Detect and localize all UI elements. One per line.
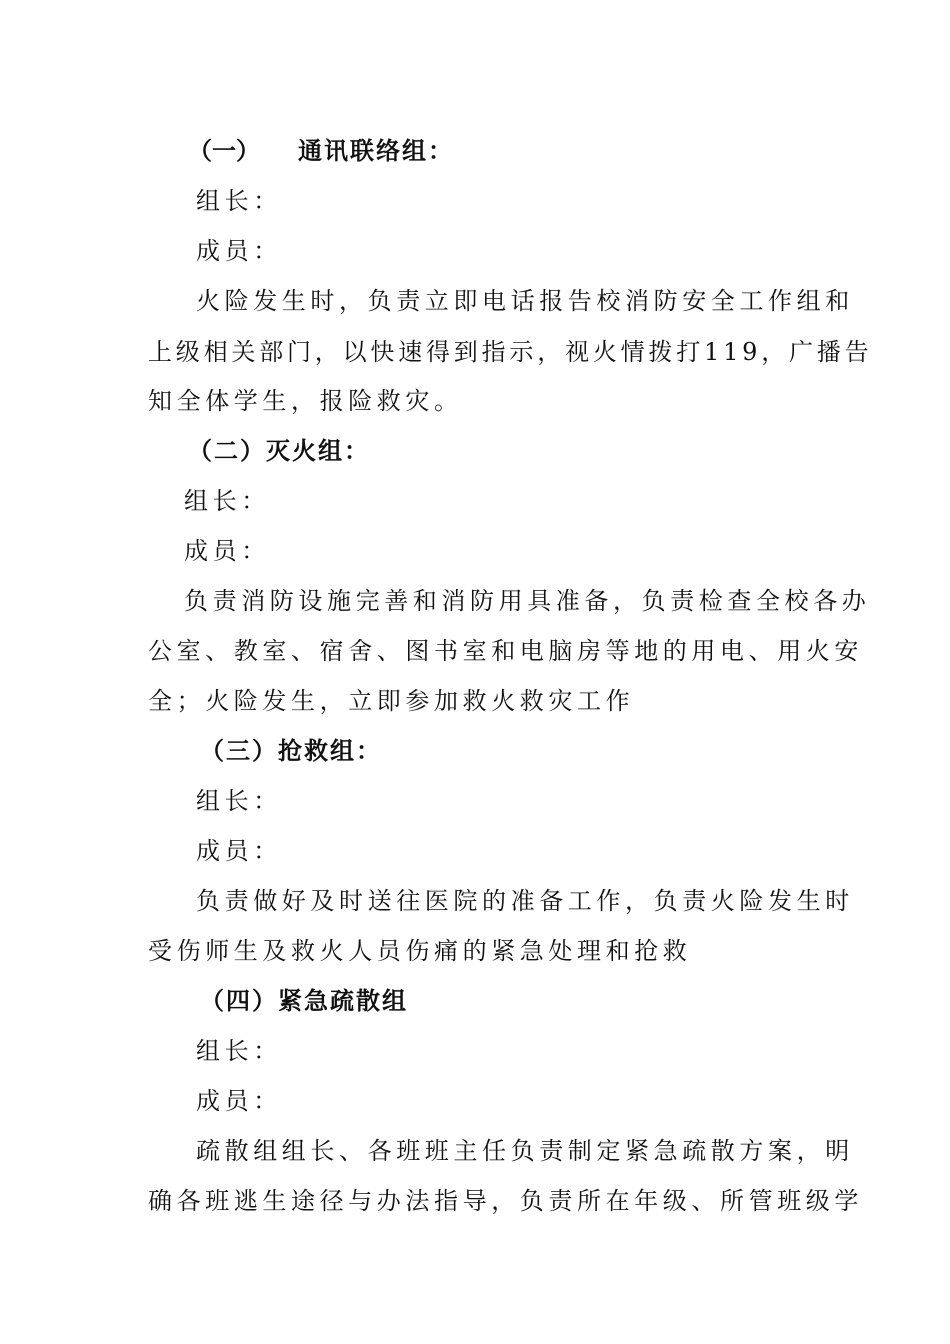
body-line: 疏散组组长、各班班主任负责制定紧急疏散方案，明	[196, 1137, 854, 1165]
section-heading: （二）灭火组：	[188, 436, 370, 465]
member-line: 成员：	[196, 1087, 282, 1115]
body-line: 受伤师生及救火人员伤痛的紧急处理和抢救	[148, 937, 692, 965]
body-line: 全；火险发生，立即参加救火救灾工作	[148, 687, 635, 715]
body-line: 负责做好及时送往医院的准备工作，负责火险发生时	[196, 887, 854, 915]
section-number: （一）	[188, 136, 260, 165]
body-line: 确各班逃生途径与办法指导，负责所在年级、所管班级学	[148, 1187, 863, 1215]
section-heading: （三）抢救组：	[200, 736, 382, 765]
member-line: 成员：	[196, 837, 282, 865]
leader-line: 组长：	[184, 487, 270, 515]
member-line: 成员：	[184, 537, 270, 565]
body-line: 负责消防设施完善和消防用具准备，负责检查全校各办	[184, 587, 871, 615]
body-line: 上级相关部门，以快速得到指示，视火情拨打119，广播告	[148, 338, 873, 366]
body-line: 公室、教室、宿舍、图书室和电脑房等地的用电、用火安	[148, 637, 863, 665]
leader-line: 组长：	[196, 187, 282, 215]
leader-line: 组长：	[196, 1037, 282, 1065]
member-line: 成员：	[196, 237, 282, 265]
body-line: 知全体学生，报险救灾。	[148, 387, 463, 415]
body-line: 火险发生时，负责立即电话报告校消防安全工作组和	[196, 287, 854, 315]
leader-line: 组长：	[196, 787, 282, 815]
section-title: 通讯联络组：	[298, 136, 454, 165]
section-heading	[188, 136, 454, 166]
section-heading: （四）紧急疏散组	[200, 986, 408, 1015]
